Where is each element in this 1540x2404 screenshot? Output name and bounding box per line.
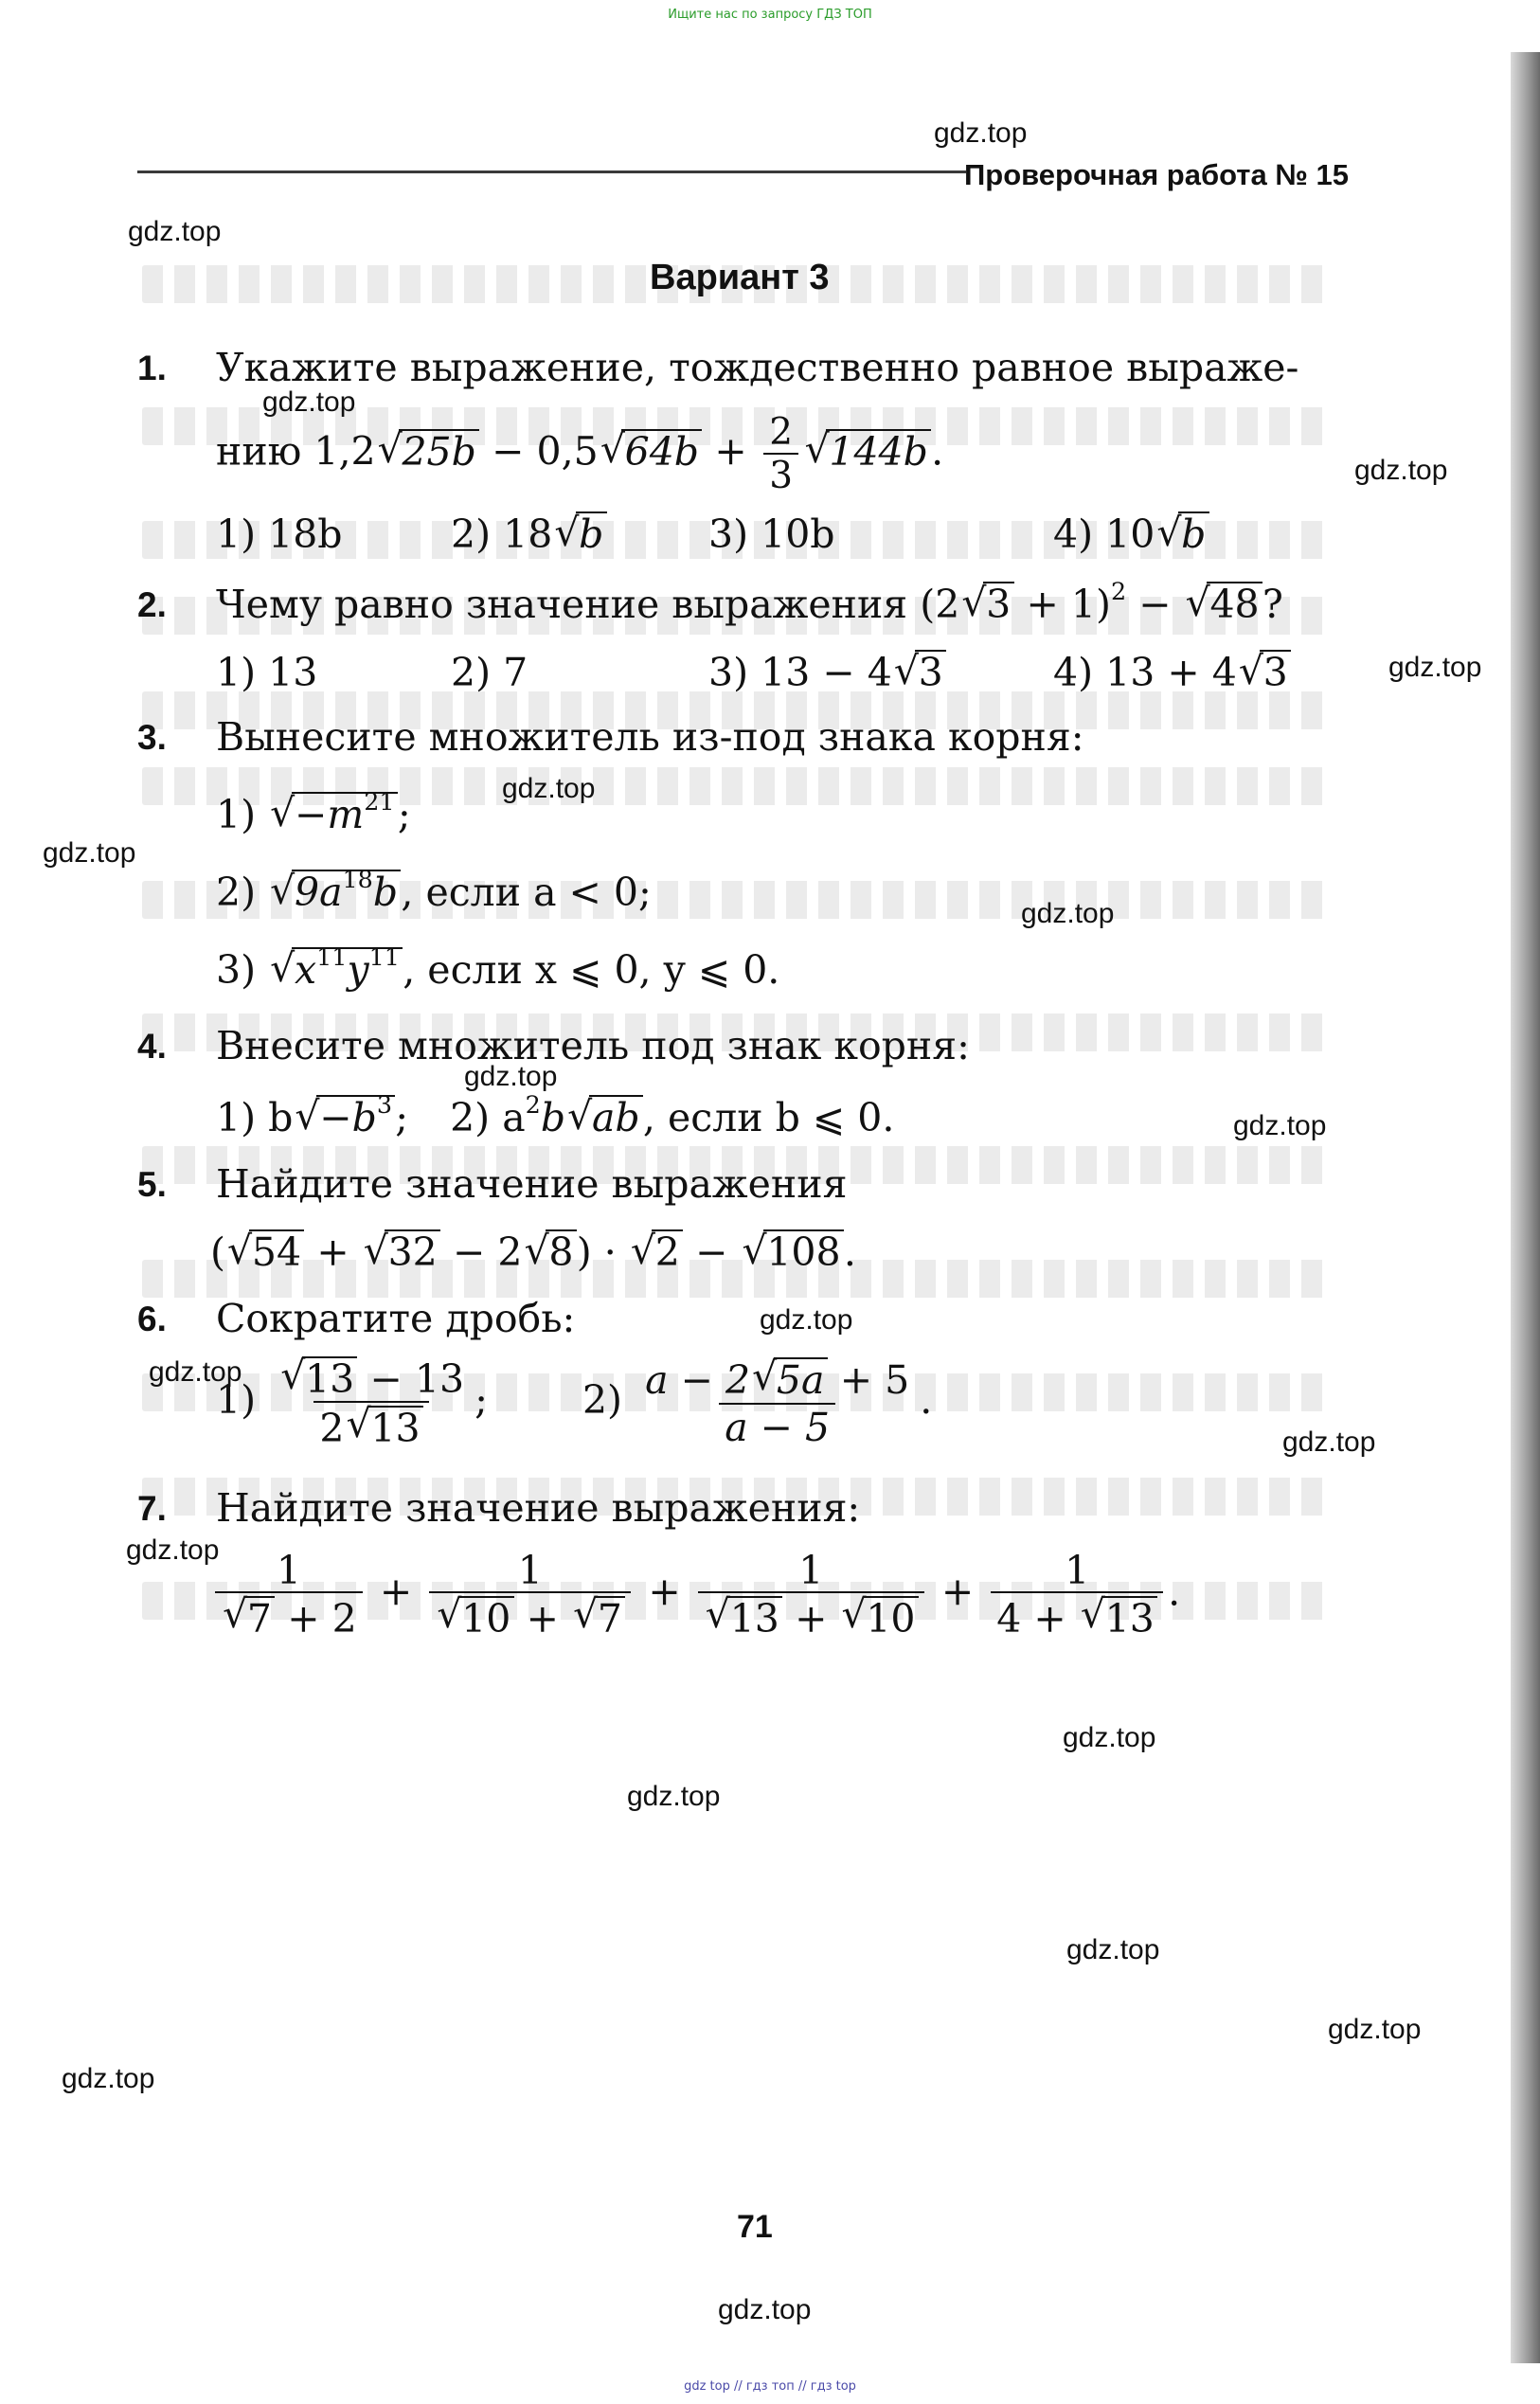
task-2-option-2: 2) 7 (451, 650, 528, 695)
task-7-number: 7. (137, 1489, 167, 1528)
task-1-option-2: 2) 18√ b (451, 511, 607, 557)
task-7-text: Найдите значение выражения: (216, 1485, 861, 1531)
watermark: gdz.top (126, 1534, 220, 1566)
watermark: gdz.top (934, 117, 1028, 149)
watermark: gdz.top (760, 1304, 853, 1336)
watermark: gdz.top (718, 2294, 812, 2325)
watermark: gdz.top (464, 1061, 558, 1092)
task-1-option-1: 1) 18b (216, 511, 343, 557)
task-5-number: 5. (137, 1165, 167, 1204)
task-4-text: Внесите множитель под знак корня: (216, 1023, 970, 1068)
watermark: gdz.top (1063, 1722, 1156, 1753)
task-2-option-3: 3) 13 − 4√ 3 (708, 650, 946, 695)
watermark: gdz.top (62, 2063, 155, 2094)
task-3-item-3: 3) √ $x^{11}y^{11}$, если x ⩽ 0, y ⩽ 0. (216, 947, 779, 993)
task-6-number: 6. (137, 1300, 167, 1338)
watermark: gdz.top (128, 216, 222, 247)
task-7-expression: 1 √ 7 + 2 + 1 √ 10 + √ 7 + 1 √ 13 + √ 10 + $\frac{1}{4 + √ 13}$ . (210, 1550, 1180, 1641)
header-rule (137, 170, 966, 173)
task-1-number: 1. (137, 349, 167, 387)
task-5-expression: (√ 54 + √ 32 − 2√ 8) · √ 2 − √ 108. (210, 1229, 856, 1275)
task-3-item-2: 2) √ $9a^{18}b$, если a < 0; (216, 870, 652, 915)
task-1-option-3: 3) 10b (708, 511, 835, 557)
task-4-number: 4. (137, 1027, 167, 1066)
task-2-option-4: 4) 13 + 4√ 3 (1053, 650, 1291, 695)
watermark: gdz.top (1354, 455, 1448, 486)
watermark: gdz.top (1021, 898, 1115, 929)
task-3-item-1: 1) √ $-m^{21}$; (216, 792, 411, 837)
watermark: gdz.top (1328, 2014, 1422, 2045)
task-2-text: Чему равно значение выражения (2√ 3 + 1)$^2$ − √ 48? (216, 582, 1283, 627)
task-2-option-1: 1) 13 (216, 650, 318, 695)
watermark: gdz.top (43, 837, 136, 869)
page-number: 71 (737, 2209, 773, 2245)
watermark: gdz.top (1233, 1110, 1327, 1141)
task-1-option-4: 4) 10√ b (1053, 511, 1209, 557)
bottom-banner[interactable]: gdz top // гдз топ // гдз top (684, 2379, 856, 2394)
watermark: gdz.top (627, 1781, 721, 1812)
task-3-text: Вынесите множитель из-под знака корня: (216, 714, 1084, 760)
task-4-items: 1) $b√ -b^3$; 2) $a^2b√$ ab, если b ⩽ 0. (216, 1095, 894, 1140)
task-2-number: 2. (137, 585, 167, 624)
task-1-text: Укажите выражение, тождественно равное выраже- (216, 345, 1299, 390)
task-5-text: Найдите значение выражения (216, 1161, 848, 1207)
watermark: gdz.top (262, 386, 356, 418)
watermark: gdz.top (1282, 1426, 1376, 1458)
task-6-items: 1) √ $\frac{13 - 13}{2√ 13}$ ; 2) $\frac{a - 2√ 5a + 5}{a - 5}$ . (216, 1356, 932, 1450)
watermark: gdz.top (1066, 1934, 1160, 1965)
task-3-number: 3. (137, 718, 167, 757)
variant-title: Вариант 3 (650, 258, 830, 297)
top-banner[interactable]: Ищите нас по запросу ГДЗ ТОП (668, 8, 872, 22)
task-6-text: Сократите дробь: (216, 1296, 576, 1341)
watermark: gdz.top (502, 773, 596, 804)
header-title: Проверочная работа № 15 (964, 158, 1349, 191)
page-edge-shadow (1511, 52, 1540, 2363)
task-1-expression: нию 1,2√ 25b − 0,5√ 64b + $\frac{2}{3}$ √ 144b. (216, 413, 943, 496)
watermark: gdz.top (149, 1356, 242, 1388)
watermark: gdz.top (1388, 652, 1482, 683)
